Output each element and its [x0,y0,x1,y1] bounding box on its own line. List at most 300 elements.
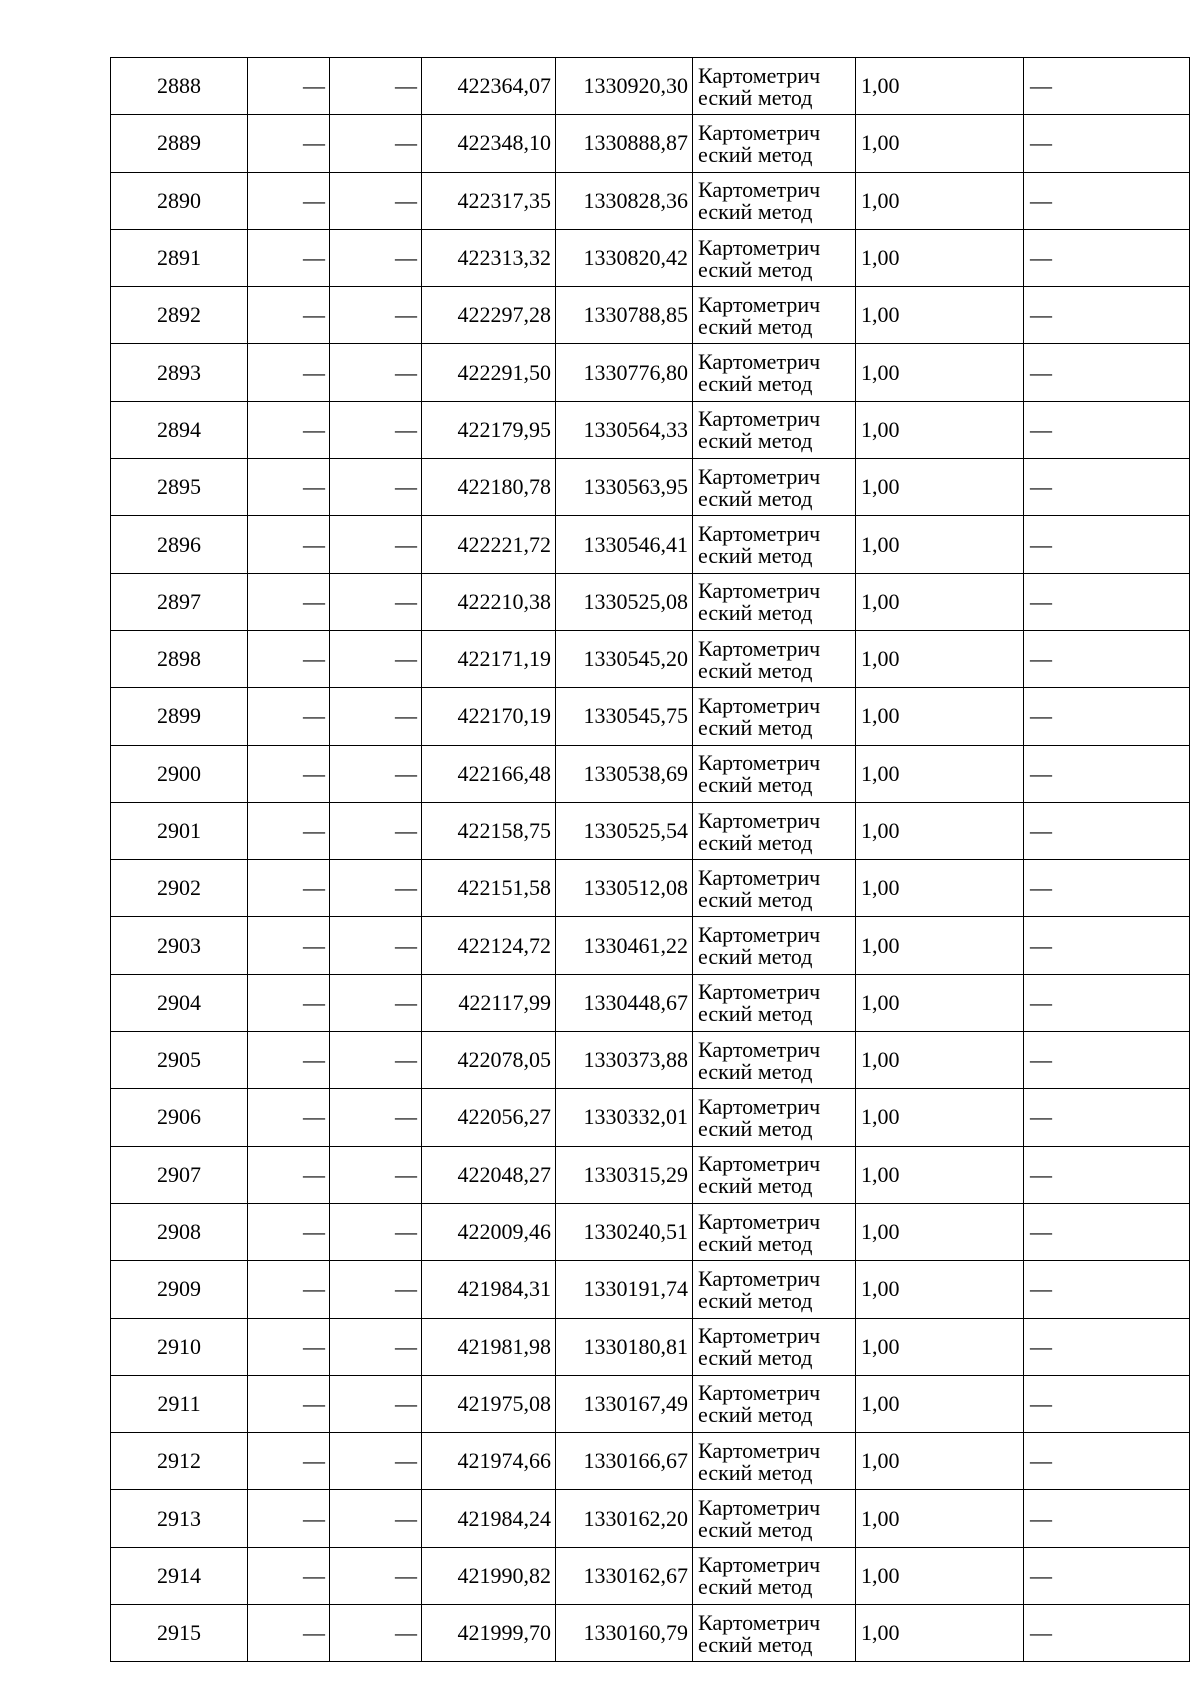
point-number-cell: 2915 [111,1605,248,1662]
method-line-1: Картометрич [698,864,821,890]
accuracy-cell: 1,00 [856,1490,1024,1547]
point-number-cell: 2899 [111,688,248,745]
empty-x-cell: — [248,1032,330,1089]
point-number-cell: 2889 [111,115,248,172]
method-line-1: Картометрич [698,1323,821,1349]
accuracy-cell: 1,00 [856,1032,1024,1089]
method-line-1: Картометрич [698,177,821,203]
method-line-2: еский метод [698,1345,813,1371]
x-coordinate-cell: 421975,08 [422,1375,556,1432]
method-line-1: Картометрич [698,291,821,317]
x-coordinate-cell: 422348,10 [422,115,556,172]
empty-x-cell: — [248,1547,330,1604]
method-line-1: Картометрич [698,1093,821,1119]
y-coordinate-cell: 1330525,08 [556,573,693,630]
method-cell [693,229,856,286]
x-coordinate-cell: 422221,72 [422,516,556,573]
method-cell [693,630,856,687]
point-number-cell: 2902 [111,860,248,917]
method-cell [693,688,856,745]
accuracy-cell: 1,00 [856,1433,1024,1490]
method-line-2: еский метод [698,944,813,970]
y-coordinate-cell: 1330448,67 [556,974,693,1031]
empty-x-cell: — [248,1433,330,1490]
point-number-cell: 2896 [111,516,248,573]
description-cell: — [1024,1203,1190,1260]
table-row [111,1146,1190,1203]
description-cell: — [1024,860,1190,917]
table-row [111,1547,1190,1604]
accuracy-cell: 1,00 [856,344,1024,401]
description-cell: — [1024,115,1190,172]
empty-y-cell: — [330,802,422,859]
x-coordinate-cell: 421981,98 [422,1318,556,1375]
x-coordinate-cell: 421990,82 [422,1547,556,1604]
method-cell [693,459,856,516]
x-coordinate-cell: 422009,46 [422,1203,556,1260]
y-coordinate-cell: 1330167,49 [556,1375,693,1432]
point-number-cell: 2913 [111,1490,248,1547]
empty-y-cell: — [330,860,422,917]
empty-x-cell: — [248,802,330,859]
empty-x-cell: — [248,1089,330,1146]
empty-x-cell: — [248,229,330,286]
y-coordinate-cell: 1330160,79 [556,1605,693,1662]
method-cell [693,58,856,115]
method-line-1: Картометрич [698,922,821,948]
table-row [111,1089,1190,1146]
accuracy-cell: 1,00 [856,1318,1024,1375]
y-coordinate-cell: 1330180,81 [556,1318,693,1375]
empty-y-cell: — [330,229,422,286]
point-number-cell: 2901 [111,802,248,859]
method-line-2: еский метод [698,543,813,569]
method-line-1: Картометрич [698,62,821,88]
method-line-1: Картометрич [698,807,821,833]
table-row [111,802,1190,859]
empty-x-cell: — [248,516,330,573]
method-cell [693,1089,856,1146]
empty-y-cell: — [330,1203,422,1260]
y-coordinate-cell: 1330545,20 [556,630,693,687]
y-coordinate-cell: 1330828,36 [556,172,693,229]
accuracy-cell: 1,00 [856,287,1024,344]
empty-y-cell: — [330,115,422,172]
empty-x-cell: — [248,917,330,974]
empty-y-cell: — [330,1032,422,1089]
empty-x-cell: — [248,115,330,172]
method-line-1: Картометрич [698,349,821,375]
empty-x-cell: — [248,58,330,115]
point-number-cell: 2905 [111,1032,248,1089]
description-cell: — [1024,974,1190,1031]
empty-x-cell: — [248,860,330,917]
description-cell: — [1024,688,1190,745]
table-body [111,58,1190,1662]
table-row [111,1375,1190,1432]
x-coordinate-cell: 422056,27 [422,1089,556,1146]
accuracy-cell: 1,00 [856,974,1024,1031]
description-cell: — [1024,287,1190,344]
y-coordinate-cell: 1330546,41 [556,516,693,573]
point-number-cell: 2907 [111,1146,248,1203]
method-line-1: Картометрич [698,1265,821,1291]
y-coordinate-cell: 1330315,29 [556,1146,693,1203]
accuracy-cell: 1,00 [856,573,1024,630]
y-coordinate-cell: 1330373,88 [556,1032,693,1089]
x-coordinate-cell: 421974,66 [422,1433,556,1490]
description-cell: — [1024,1318,1190,1375]
empty-x-cell: — [248,1261,330,1318]
accuracy-cell: 1,00 [856,1146,1024,1203]
method-line-1: Картометрич [698,1552,821,1578]
method-line-1: Картометрич [698,1036,821,1062]
method-line-2: еский метод [698,1631,813,1657]
y-coordinate-cell: 1330191,74 [556,1261,693,1318]
empty-y-cell: — [330,1433,422,1490]
x-coordinate-cell: 422117,99 [422,974,556,1031]
x-coordinate-cell: 422158,75 [422,802,556,859]
description-cell: — [1024,1261,1190,1318]
method-cell [693,1203,856,1260]
empty-y-cell: — [330,974,422,1031]
description-cell: — [1024,459,1190,516]
coordinates-table [110,57,1190,1662]
point-number-cell: 2900 [111,745,248,802]
method-cell [693,1375,856,1432]
point-number-cell: 2895 [111,459,248,516]
empty-x-cell: — [248,459,330,516]
empty-x-cell: — [248,1605,330,1662]
y-coordinate-cell: 1330788,85 [556,287,693,344]
table-row [111,688,1190,745]
point-number-cell: 2904 [111,974,248,1031]
description-cell: — [1024,573,1190,630]
method-line-1: Картометрич [698,463,821,489]
method-line-2: еский метод [698,1287,813,1313]
empty-y-cell: — [330,688,422,745]
point-number-cell: 2892 [111,287,248,344]
method-line-2: еский метод [698,886,813,912]
method-line-2: еский метод [698,199,813,225]
method-line-1: Картометрич [698,635,821,661]
accuracy-cell: 1,00 [856,1203,1024,1260]
empty-x-cell: — [248,745,330,802]
point-number-cell: 2909 [111,1261,248,1318]
accuracy-cell: 1,00 [856,917,1024,974]
empty-x-cell: — [248,172,330,229]
accuracy-cell: 1,00 [856,860,1024,917]
description-cell: — [1024,401,1190,458]
empty-y-cell: — [330,1375,422,1432]
accuracy-cell: 1,00 [856,58,1024,115]
table-row [111,115,1190,172]
method-line-2: еский метод [698,1574,813,1600]
point-number-cell: 2910 [111,1318,248,1375]
point-number-cell: 2914 [111,1547,248,1604]
method-cell [693,802,856,859]
description-cell: — [1024,229,1190,286]
y-coordinate-cell: 1330525,54 [556,802,693,859]
accuracy-cell: 1,00 [856,459,1024,516]
empty-y-cell: — [330,745,422,802]
description-cell: — [1024,630,1190,687]
x-coordinate-cell: 422180,78 [422,459,556,516]
method-line-2: еский метод [698,141,813,167]
method-cell [693,860,856,917]
accuracy-cell: 1,00 [856,688,1024,745]
accuracy-cell: 1,00 [856,1261,1024,1318]
description-cell: — [1024,1089,1190,1146]
empty-x-cell: — [248,974,330,1031]
y-coordinate-cell: 1330166,67 [556,1433,693,1490]
empty-y-cell: — [330,1318,422,1375]
method-line-1: Картометрич [698,406,821,432]
method-line-2: еский метод [698,714,813,740]
y-coordinate-cell: 1330332,01 [556,1089,693,1146]
method-line-2: еский метод [698,313,813,339]
description-cell: — [1024,344,1190,401]
point-number-cell: 2894 [111,401,248,458]
accuracy-cell: 1,00 [856,630,1024,687]
method-line-2: еский метод [698,600,813,626]
description-cell: — [1024,516,1190,573]
point-number-cell: 2911 [111,1375,248,1432]
x-coordinate-cell: 421984,24 [422,1490,556,1547]
empty-y-cell: — [330,401,422,458]
method-cell [693,287,856,344]
x-coordinate-cell: 422210,38 [422,573,556,630]
table-row [111,1203,1190,1260]
table-row [111,573,1190,630]
table-row [111,58,1190,115]
table-row [111,745,1190,802]
point-number-cell: 2893 [111,344,248,401]
method-line-1: Картометрич [698,521,821,547]
empty-y-cell: — [330,287,422,344]
empty-x-cell: — [248,401,330,458]
x-coordinate-cell: 422291,50 [422,344,556,401]
description-cell: — [1024,802,1190,859]
table-row [111,974,1190,1031]
empty-y-cell: — [330,58,422,115]
empty-x-cell: — [248,1375,330,1432]
method-line-2: еский метод [698,829,813,855]
description-cell: — [1024,1490,1190,1547]
x-coordinate-cell: 421984,31 [422,1261,556,1318]
empty-y-cell: — [330,172,422,229]
method-cell [693,745,856,802]
table-row [111,344,1190,401]
method-cell [693,1032,856,1089]
method-line-2: еский метод [698,1173,813,1199]
empty-x-cell: — [248,287,330,344]
accuracy-cell: 1,00 [856,229,1024,286]
x-coordinate-cell: 422364,07 [422,58,556,115]
x-coordinate-cell: 422151,58 [422,860,556,917]
method-line-2: еский метод [698,1230,813,1256]
table-row [111,287,1190,344]
y-coordinate-cell: 1330888,87 [556,115,693,172]
point-number-cell: 2891 [111,229,248,286]
x-coordinate-cell: 421999,70 [422,1605,556,1662]
method-line-2: еский метод [698,1058,813,1084]
empty-y-cell: — [330,917,422,974]
method-cell [693,1547,856,1604]
empty-x-cell: — [248,573,330,630]
y-coordinate-cell: 1330564,33 [556,401,693,458]
y-coordinate-cell: 1330162,20 [556,1490,693,1547]
description-cell: — [1024,1433,1190,1490]
y-coordinate-cell: 1330563,95 [556,459,693,516]
table-row [111,630,1190,687]
method-line-1: Картометрич [698,234,821,260]
y-coordinate-cell: 1330776,80 [556,344,693,401]
x-coordinate-cell: 422166,48 [422,745,556,802]
x-coordinate-cell: 422179,95 [422,401,556,458]
method-line-2: еский метод [698,1001,813,1027]
empty-y-cell: — [330,344,422,401]
point-number-cell: 2897 [111,573,248,630]
point-number-cell: 2903 [111,917,248,974]
table-row [111,1032,1190,1089]
method-cell [693,115,856,172]
y-coordinate-cell: 1330538,69 [556,745,693,802]
accuracy-cell: 1,00 [856,1547,1024,1604]
method-cell [693,1318,856,1375]
table-row [111,516,1190,573]
x-coordinate-cell: 422078,05 [422,1032,556,1089]
table-row [111,1433,1190,1490]
empty-y-cell: — [330,1605,422,1662]
table-row [111,459,1190,516]
description-cell: — [1024,58,1190,115]
method-cell [693,344,856,401]
method-cell [693,1261,856,1318]
method-line-2: еский метод [698,1115,813,1141]
table-row [111,229,1190,286]
accuracy-cell: 1,00 [856,1605,1024,1662]
method-cell [693,917,856,974]
empty-y-cell: — [330,1146,422,1203]
empty-x-cell: — [248,688,330,745]
method-cell [693,172,856,229]
point-number-cell: 2898 [111,630,248,687]
method-line-1: Картометрич [698,750,821,776]
method-line-2: еский метод [698,1517,813,1543]
document-page [110,57,1190,1662]
method-cell [693,573,856,630]
empty-y-cell: — [330,1547,422,1604]
empty-y-cell: — [330,1261,422,1318]
accuracy-cell: 1,00 [856,115,1024,172]
description-cell: — [1024,1032,1190,1089]
table-row [111,860,1190,917]
method-cell [693,1490,856,1547]
accuracy-cell: 1,00 [856,172,1024,229]
x-coordinate-cell: 422124,72 [422,917,556,974]
method-line-2: еский метод [698,1459,813,1485]
method-cell [693,401,856,458]
x-coordinate-cell: 422171,19 [422,630,556,687]
x-coordinate-cell: 422048,27 [422,1146,556,1203]
method-line-1: Картометрич [698,1208,821,1234]
table-row [111,172,1190,229]
description-cell: — [1024,1375,1190,1432]
empty-x-cell: — [248,1318,330,1375]
empty-y-cell: — [330,1490,422,1547]
table-row [111,1605,1190,1662]
point-number-cell: 2906 [111,1089,248,1146]
description-cell: — [1024,1146,1190,1203]
method-cell [693,516,856,573]
table-row [111,917,1190,974]
description-cell: — [1024,917,1190,974]
y-coordinate-cell: 1330162,67 [556,1547,693,1604]
table-row [111,401,1190,458]
method-cell [693,974,856,1031]
table-row [111,1261,1190,1318]
empty-y-cell: — [330,516,422,573]
empty-x-cell: — [248,1146,330,1203]
method-line-2: еский метод [698,371,813,397]
method-cell [693,1433,856,1490]
empty-x-cell: — [248,344,330,401]
method-line-1: Картометрич [698,1609,821,1635]
point-number-cell: 2890 [111,172,248,229]
method-line-1: Картометрич [698,578,821,604]
x-coordinate-cell: 422317,35 [422,172,556,229]
x-coordinate-cell: 422170,19 [422,688,556,745]
y-coordinate-cell: 1330512,08 [556,860,693,917]
table-row [111,1318,1190,1375]
method-line-1: Картометрич [698,1151,821,1177]
y-coordinate-cell: 1330545,75 [556,688,693,745]
method-line-2: еский метод [698,772,813,798]
empty-y-cell: — [330,459,422,516]
table-row [111,1490,1190,1547]
empty-y-cell: — [330,573,422,630]
description-cell: — [1024,745,1190,802]
point-number-cell: 2908 [111,1203,248,1260]
x-coordinate-cell: 422313,32 [422,229,556,286]
method-line-2: еский метод [698,84,813,110]
method-line-2: еский метод [698,1402,813,1428]
accuracy-cell: 1,00 [856,745,1024,802]
y-coordinate-cell: 1330920,30 [556,58,693,115]
empty-x-cell: — [248,630,330,687]
accuracy-cell: 1,00 [856,516,1024,573]
accuracy-cell: 1,00 [856,802,1024,859]
accuracy-cell: 1,00 [856,1089,1024,1146]
method-line-2: еский метод [698,428,813,454]
method-cell [693,1605,856,1662]
description-cell: — [1024,1605,1190,1662]
accuracy-cell: 1,00 [856,401,1024,458]
method-line-2: еский метод [698,485,813,511]
x-coordinate-cell: 422297,28 [422,287,556,344]
empty-x-cell: — [248,1203,330,1260]
y-coordinate-cell: 1330461,22 [556,917,693,974]
method-line-1: Картометрич [698,1380,821,1406]
y-coordinate-cell: 1330240,51 [556,1203,693,1260]
point-number-cell: 2912 [111,1433,248,1490]
method-line-2: еский метод [698,657,813,683]
empty-x-cell: — [248,1490,330,1547]
point-number-cell: 2888 [111,58,248,115]
method-line-1: Картометрич [698,1495,821,1521]
method-line-1: Картометрич [698,119,821,145]
